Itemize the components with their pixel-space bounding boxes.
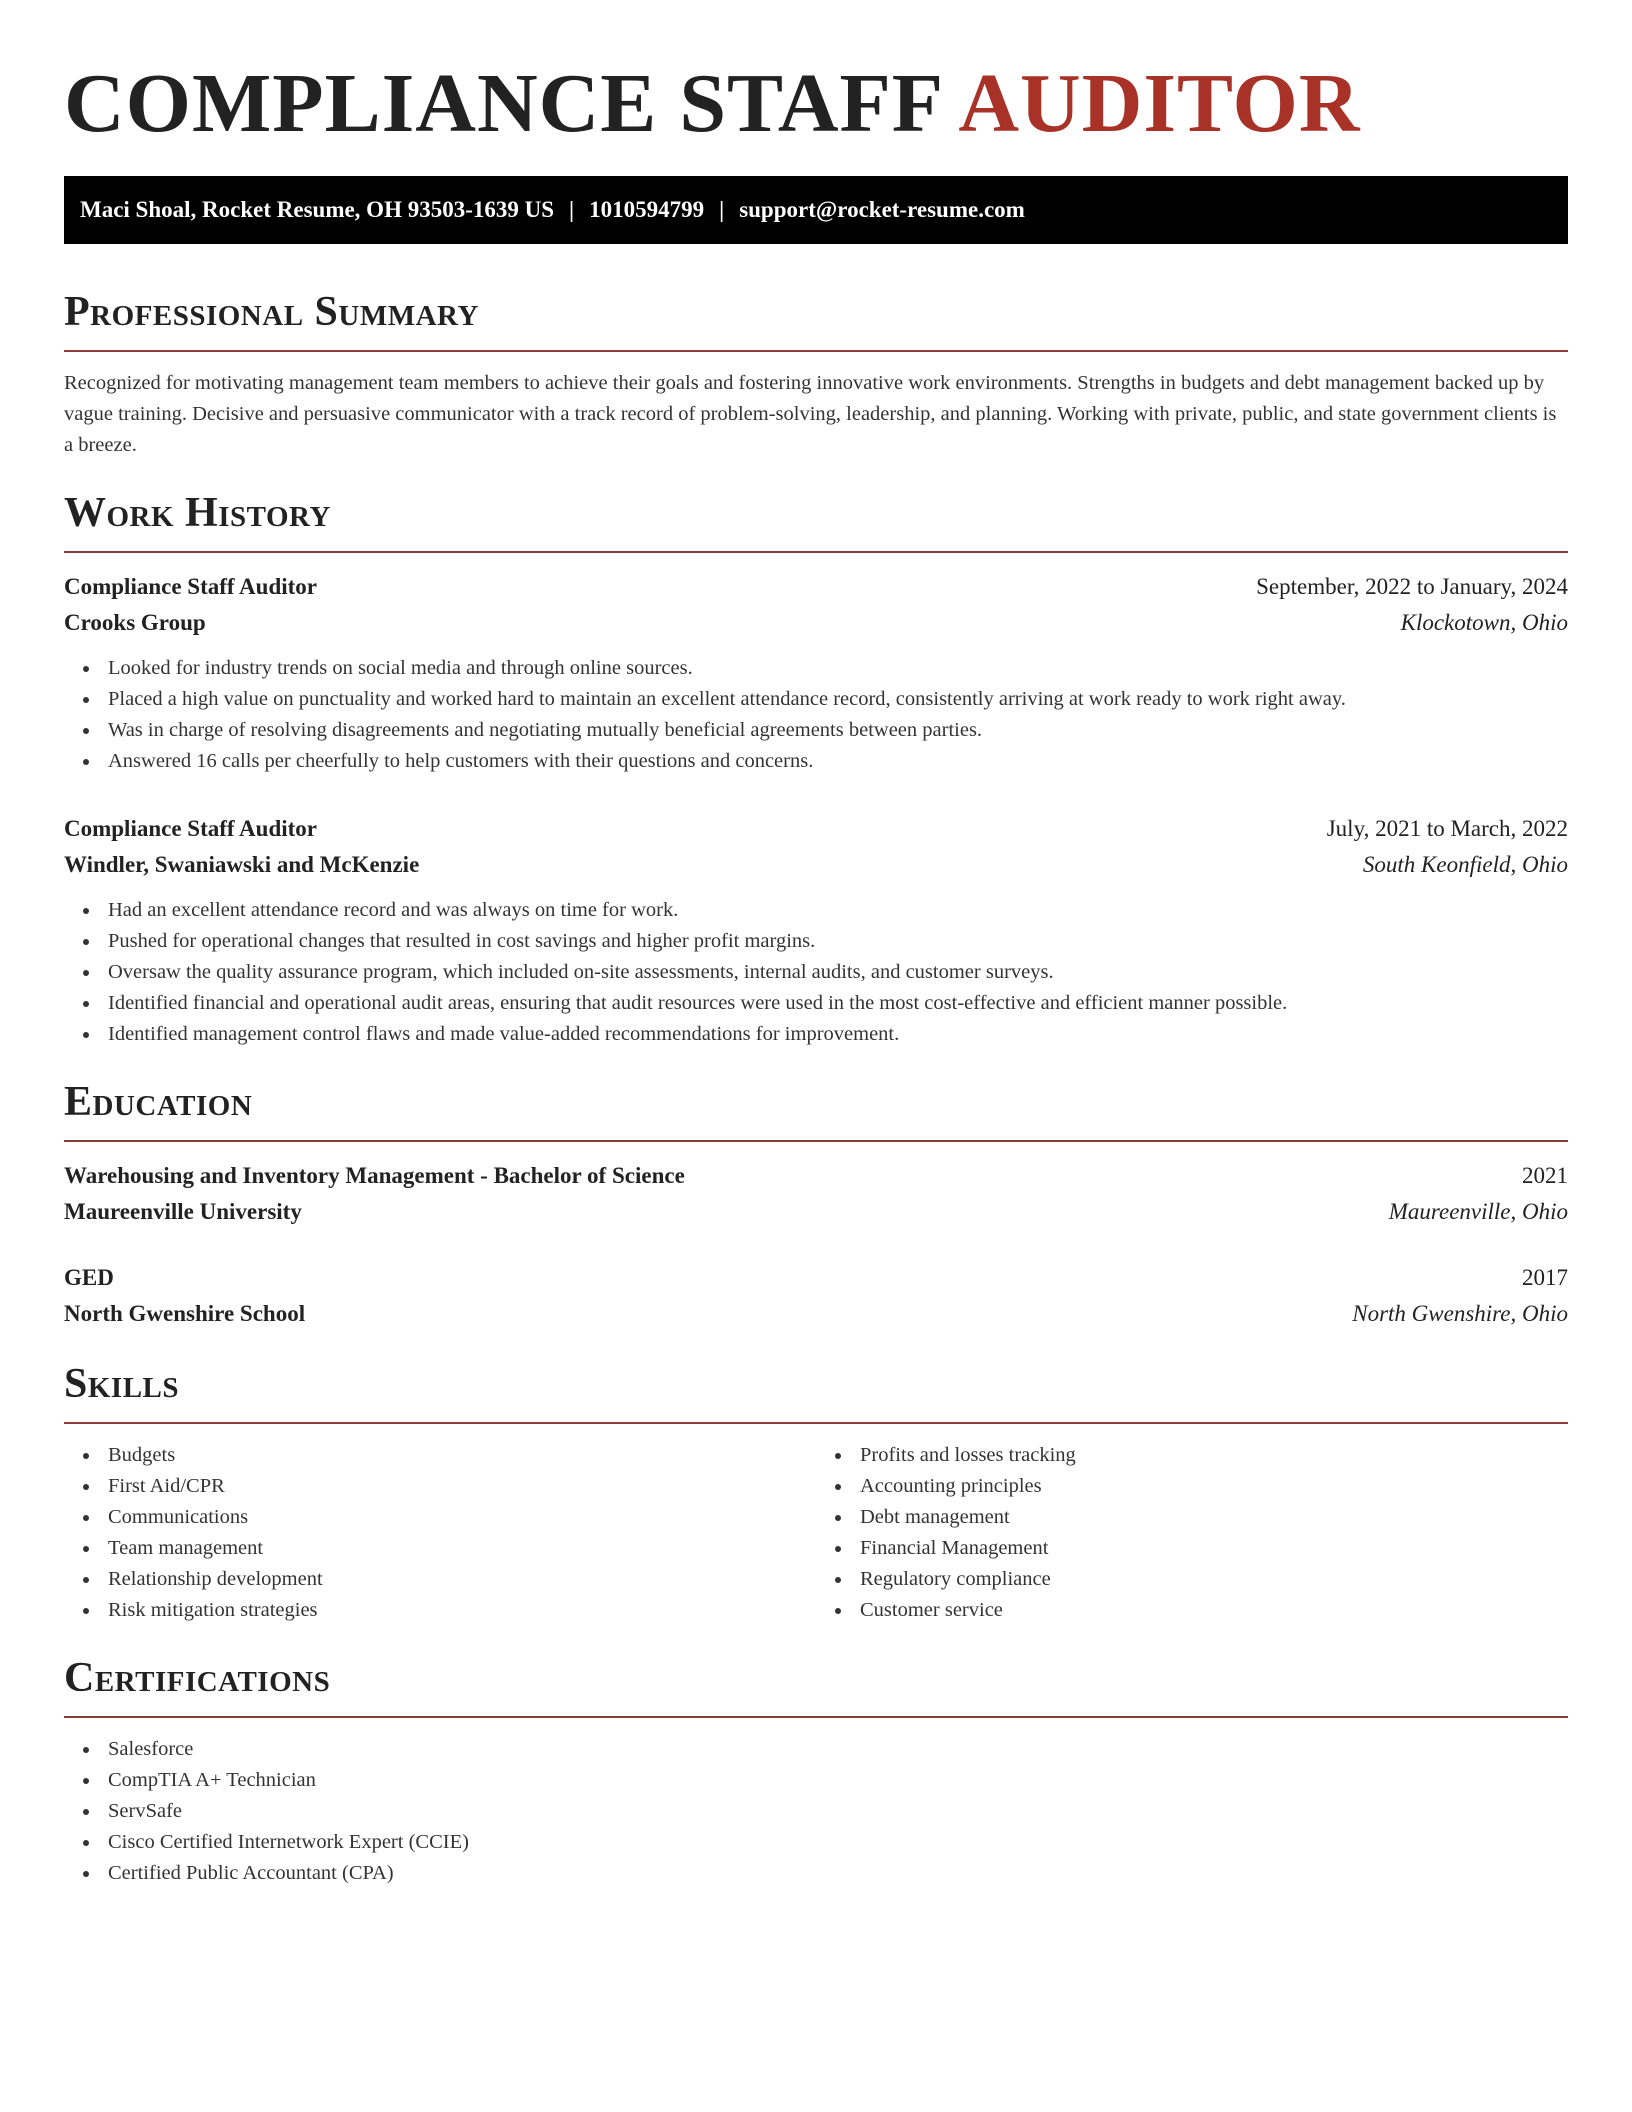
list-item: Cisco Certified Internetwork Expert (CCIE) [108, 1827, 1568, 1858]
contact-phone: 1010594799 [589, 197, 705, 222]
school-location: North Gwenshire, Ohio [1352, 1301, 1568, 1326]
job-bullets [64, 653, 1568, 777]
section-heading: Professional Summary [64, 288, 1568, 352]
resume-title [64, 56, 1568, 152]
skills-list-left [64, 1440, 816, 1626]
list-item: Relationship development [108, 1564, 816, 1595]
list-item: Identified management control flaws and made value-added recommendations for improvement. [108, 1019, 1568, 1050]
list-item: Profits and losses tracking [860, 1440, 1568, 1471]
list-item: Debt management [860, 1502, 1568, 1533]
section-heading: Skills [64, 1360, 1568, 1424]
contact-separator: | [569, 197, 575, 222]
job-title: Compliance Staff Auditor [64, 816, 317, 841]
list-item: Salesforce [108, 1734, 1568, 1765]
list-item: Oversaw the quality assurance program, which included on-site assessments, internal audits, and customer surveys. [108, 957, 1568, 988]
contact-bar [64, 176, 1568, 244]
list-item: Financial Management [860, 1533, 1568, 1564]
contact-email: support@rocket-resume.com [739, 197, 1025, 222]
list-item: Budgets [108, 1440, 816, 1471]
list-item: Customer service [860, 1595, 1568, 1626]
job-entry [64, 811, 1568, 1050]
summary-text: Recognized for motivating management team members to achieve their goals and fostering innovative work environments. Strengths in budgets and debt management backed up by vague training. Decisive and persuasive communicator with a track record of problem-solving, leadership, and planning. Working with private, public, and state government clients is a breeze. [64, 372, 1557, 456]
list-item: Looked for industry trends on social media and through online sources. [108, 653, 1568, 684]
list-item: Identified financial and operational audit areas, ensuring that audit resources were used in the most cost-effective and efficient manner possible. [108, 988, 1568, 1019]
list-item: Risk mitigation strategies [108, 1595, 816, 1626]
job-company: Crooks Group [64, 610, 206, 635]
certifications-list [64, 1734, 1568, 1889]
degree-name: GED [64, 1265, 114, 1290]
school-name: Maureenville University [64, 1199, 302, 1224]
degree-name: Warehousing and Inventory Management - Bachelor of Science [64, 1163, 685, 1188]
job-dates: July, 2021 to March, 2022 [1326, 816, 1568, 841]
list-item: Accounting principles [860, 1471, 1568, 1502]
list-item: Regulatory compliance [860, 1564, 1568, 1595]
contact-separator: | [719, 197, 725, 222]
list-item: Communications [108, 1502, 816, 1533]
title-main: COMPLIANCE STAFF [64, 57, 941, 150]
job-bullets [64, 895, 1568, 1050]
job-title: Compliance Staff Auditor [64, 574, 317, 599]
job-location: South Keonfield, Ohio [1362, 852, 1568, 877]
job-company: Windler, Swaniawski and McKenzie [64, 852, 420, 877]
job-dates: September, 2022 to January, 2024 [1256, 574, 1568, 599]
graduation-year: 2017 [1522, 1265, 1568, 1290]
section-heading: Certifications [64, 1654, 1568, 1718]
skills-grid [64, 1440, 1568, 1626]
certifications-section [64, 1654, 1568, 1889]
summary-section [64, 288, 1568, 461]
school-location: Maureenville, Ohio [1388, 1199, 1568, 1224]
list-item: Certified Public Accountant (CPA) [108, 1858, 1568, 1889]
list-item: CompTIA A+ Technician [108, 1765, 1568, 1796]
list-item: Pushed for operational changes that resulted in cost savings and higher profit margins. [108, 926, 1568, 957]
list-item: Answered 16 calls per cheerfully to help customers with their questions and concerns. [108, 746, 1568, 777]
skills-section [64, 1360, 1568, 1626]
education-entry [64, 1158, 1568, 1230]
education-entry [64, 1260, 1568, 1332]
section-heading: Work History [64, 489, 1568, 553]
job-entry [64, 569, 1568, 777]
school-name: North Gwenshire School [64, 1301, 306, 1326]
graduation-year: 2021 [1522, 1163, 1568, 1188]
list-item: Team management [108, 1533, 816, 1564]
contact-address: Maci Shoal, Rocket Resume, OH 93503-1639 US [80, 197, 555, 222]
list-item: Had an excellent attendance record and was always on time for work. [108, 895, 1568, 926]
title-accent: AUDITOR [958, 57, 1361, 150]
job-location: Klockotown, Ohio [1400, 610, 1568, 635]
work-history-section [64, 489, 1568, 1050]
list-item: First Aid/CPR [108, 1471, 816, 1502]
section-heading: Education [64, 1078, 1568, 1142]
list-item: Was in charge of resolving disagreements and negotiating mutually beneficial agreements between parties. [108, 715, 1568, 746]
list-item: Placed a high value on punctuality and worked hard to maintain an excellent attendance record, consistently arriving at work ready to work right away. [108, 684, 1568, 715]
education-section [64, 1078, 1568, 1332]
list-item: ServSafe [108, 1796, 1568, 1827]
skills-list-right [816, 1440, 1568, 1626]
